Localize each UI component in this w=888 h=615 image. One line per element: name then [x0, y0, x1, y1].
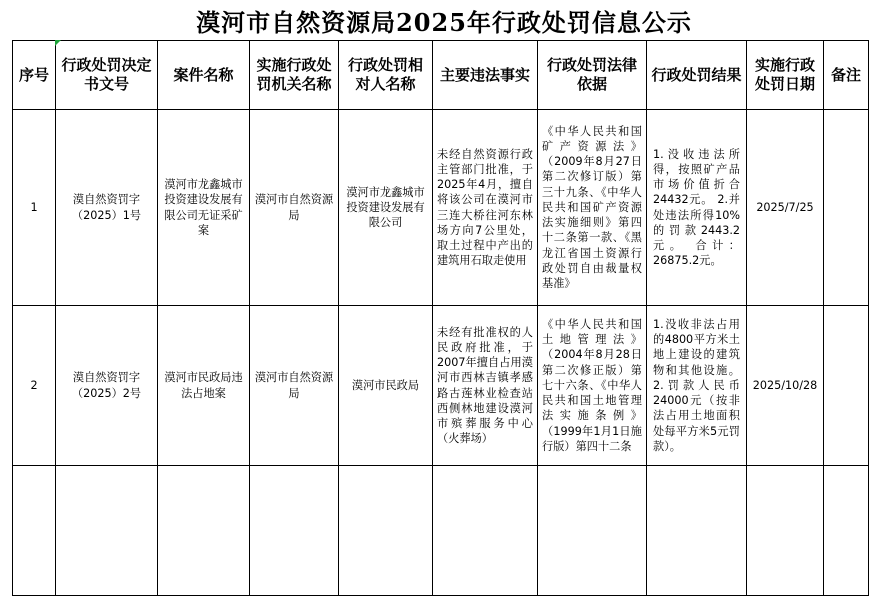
table-row [13, 306, 869, 466]
cell-facts: 未经自然资源行政主管部门批准，于2025年4月，擅自将该公司在漠河市三连大桥往河东林场方向7公里处，取土过程中产出的建筑用石取走使用 [433, 110, 538, 306]
cell-date: 2025/10/28 [747, 306, 824, 466]
cell-seq: 2 [13, 306, 56, 466]
cell-doc-number: 漠自然资罚字（2025）2号 [56, 306, 158, 466]
cell-remark [824, 306, 869, 466]
header-doc-number: 行政处罚决定书文号 [56, 41, 158, 110]
header-case-name: 案件名称 [158, 41, 250, 110]
header-remark: 备注 [824, 41, 869, 110]
cell-remark [824, 110, 869, 306]
header-agency: 实施行政处罚机关名称 [250, 41, 339, 110]
cell-legal-basis: 《中华人民共和国土地管理法》（2004年8月28日第二次修正版）第七十六条、《中华人民共和国土地管理法实施条例》（1999年1月1日施行版）第四十二条 [538, 306, 647, 466]
table-row [13, 110, 869, 306]
cell-agency: 漠河市自然资源局 [250, 110, 339, 306]
page-title: 漠河市自然资源局2025年行政处罚信息公示 [196, 7, 692, 37]
header-row [13, 41, 869, 110]
penalty-table [12, 40, 869, 596]
cell-legal-basis: 《中华人民共和国矿产资源法》（2009年8月27日第二次修订版）第三十九条、《中华人民共和国矿产资源法实施细则》第四十二条第一款、《黑龙江省国土资源行政处罚自由裁量权基准》 [538, 110, 647, 306]
cell-seq: 1 [13, 110, 56, 306]
header-facts: 主要违法事实 [433, 41, 538, 110]
cell-party: 漠河市民政局 [339, 306, 433, 466]
header-seq: 序号 [13, 41, 56, 110]
header-party: 行政处罚相对人名称 [339, 41, 433, 110]
header-legal-basis: 行政处罚法律依据 [538, 41, 647, 110]
cell-date: 2025/7/25 [747, 110, 824, 306]
header-result: 行政处罚结果 [647, 41, 747, 110]
header-date: 实施行政处罚日期 [747, 41, 824, 110]
empty-row [13, 466, 869, 596]
cell-case-name: 漠河市民政局违法占地案 [158, 306, 250, 466]
cell-facts: 未经有批准权的人民政府批准，于2007年擅自占用漠河市西林吉镇孝感路古莲林业检查站西侧林地建设漠河市殡葬服务中心（火葬场） [433, 306, 538, 466]
cell-comment-marker [55, 40, 61, 46]
cell-doc-number: 漠自然资罚字（2025）1号 [56, 110, 158, 306]
cell-result: 1.没收非法占用的4800平方米土地上建设的建筑物和其他设施。 2.罚款人民币24000元（按非法占用土地面积处每平方米5元罚款）。 [647, 306, 747, 466]
cell-agency: 漠河市自然资源局 [250, 306, 339, 466]
cell-party: 漠河市龙鑫城市投资建设发展有限公司 [339, 110, 433, 306]
cell-result: 1.没收违法所得，按照矿产品市场价值折合24432元。 2.并处违法所得10%的罚款2443.2元。 合计：26875.2元。 [647, 110, 747, 306]
cell-case-name: 漠河市龙鑫城市投资建设发展有限公司无证采矿案 [158, 110, 250, 306]
